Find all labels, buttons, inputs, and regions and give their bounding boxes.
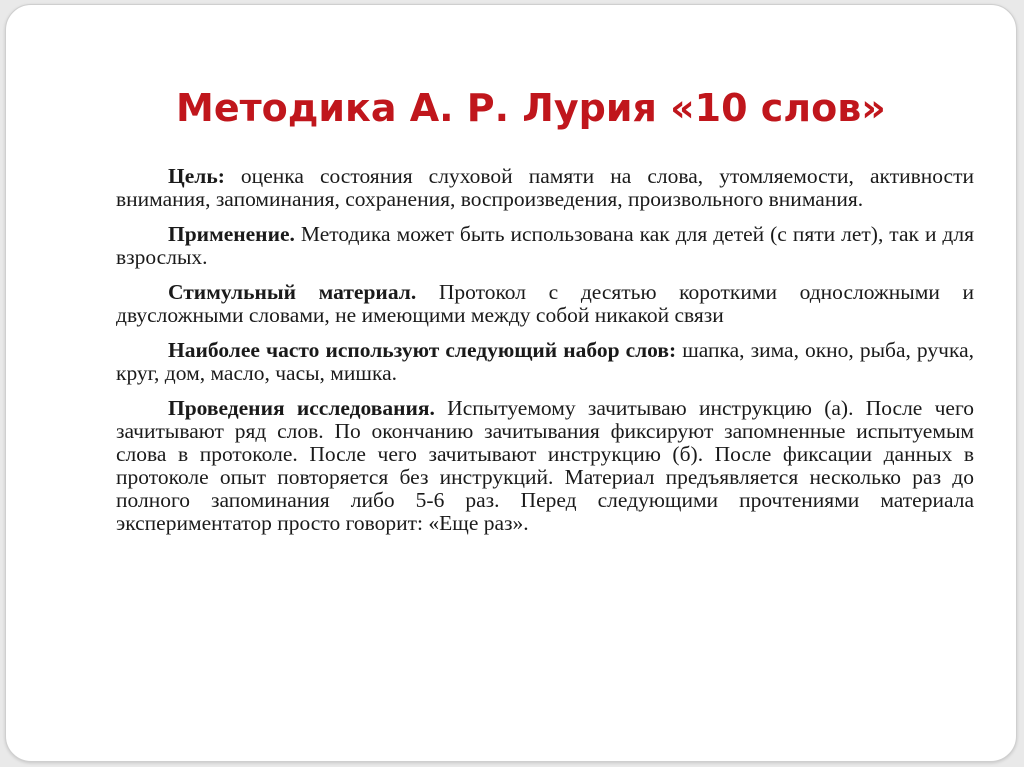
paragraph-label: Наиболее часто используют следующий набор слов:: [168, 338, 677, 362]
paragraph-label: Стимульный материал.: [168, 280, 417, 304]
paragraph-label: Проведения исследования.: [168, 396, 435, 420]
paragraph-goal: [116, 165, 974, 211]
paragraph-label: Цель:: [168, 164, 225, 188]
paragraph-application: [116, 223, 974, 269]
slide: [5, 4, 1017, 762]
paragraph-text: Испытуемому зачитываю инструкцию (а). После чего зачитывают ряд слов. По окончанию зачитывания фиксируют запомненные испытуемым слова в протоколе. После чего зачитывают инструкцию (б). После фиксации данных в протоколе опыт повторяется без инструкций. Материал предъявляется несколько раз до полного запоминания либо 5-6 раз. Перед следующими прочтениями материала экспериментатор просто говорит: «Еще раз».: [116, 396, 975, 535]
slide-title: Методика А. Р. Лурия «10 слов»: [176, 86, 886, 130]
paragraph-text: оценка состояния слуховой памяти на слова, утомляемости, активности внимания, запоминания, сохранения, воспроизведения, произвольного внимания.: [116, 164, 974, 211]
paragraph-stimulus-material: [116, 281, 974, 327]
paragraph-text: шапка, зима, окно, рыба, ручка, круг, дом, масло, часы, мишка.: [116, 338, 974, 385]
paragraph-text: Методика может быть использована как для детей (с пяти лет), так и для взрослых.: [116, 222, 974, 269]
paragraph-word-set: [116, 339, 974, 385]
slide-body: [116, 165, 974, 547]
paragraph-procedure: [116, 397, 974, 535]
paragraph-text: Протокол с десятью короткими односложными и двусложными словами, не имеющими между собой никакой связи: [116, 280, 974, 327]
paragraph-label: Применение.: [168, 222, 295, 246]
